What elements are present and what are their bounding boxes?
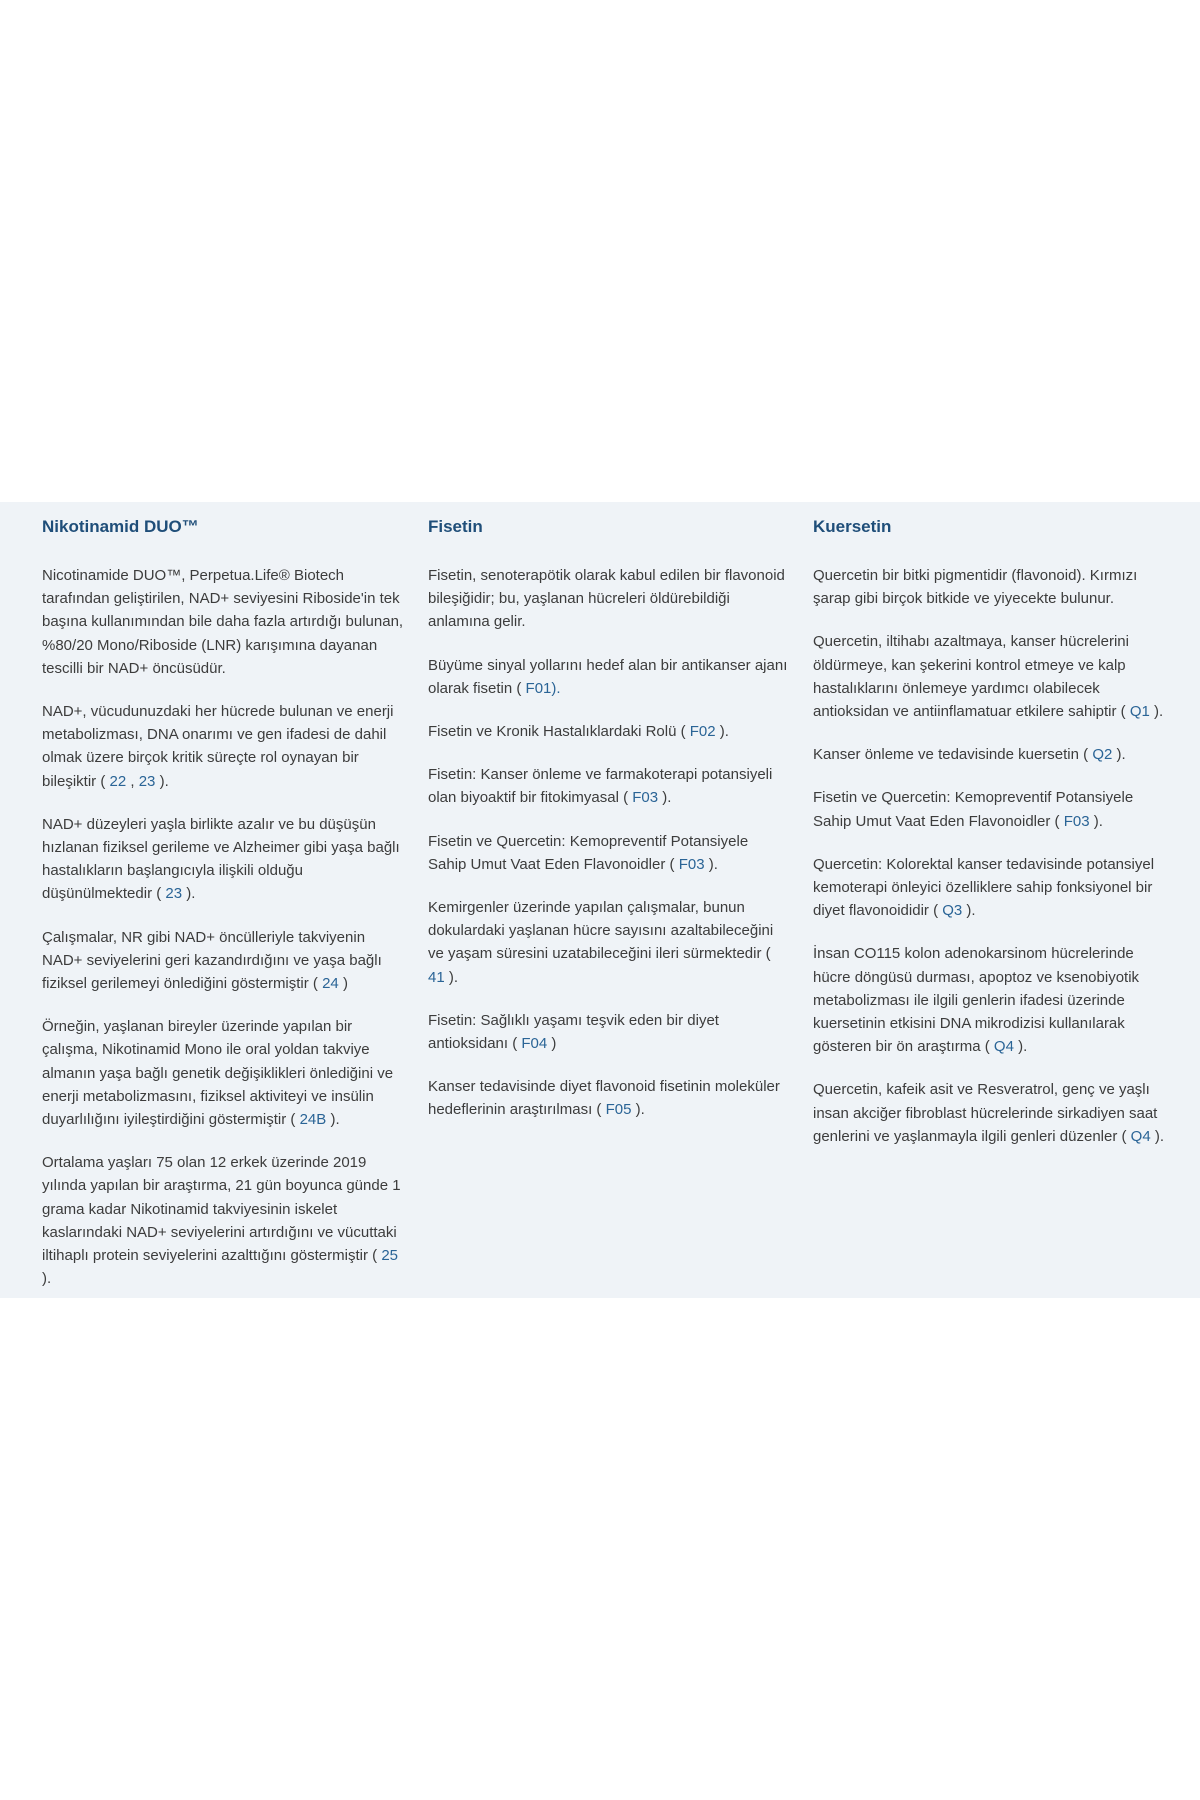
column-title: Kuersetin <box>813 517 892 536</box>
paragraph <box>42 564 404 680</box>
paragraph <box>813 564 1173 610</box>
column-title: Nikotinamid DUO™ <box>42 517 199 536</box>
reference-link[interactable]: F02 <box>689 723 716 741</box>
reference-link[interactable]: F05 <box>605 1101 632 1119</box>
paragraph-text: ) <box>338 975 348 993</box>
reference-link[interactable]: Q1 <box>1129 703 1150 721</box>
paragraph-text: Fisetin: Sağlıklı yaşamı teşvik eden bir diyet antioksidanı ( <box>428 1011 719 1053</box>
reference-link[interactable]: F03 <box>1063 812 1090 830</box>
reference-link[interactable]: Q4 <box>1130 1127 1151 1145</box>
reference-link[interactable]: 41 <box>428 968 445 986</box>
reference-link[interactable]: 23 <box>165 885 183 903</box>
paragraph-text: Kemirgenler üzerinde yapılan çalışmalar, bunun dokulardaki yaşlanan hücre sayısını azaltabileceğini ve yaşam süresini uzatabileceğini ileri sürmektedir ( <box>428 899 774 963</box>
paragraph-text: ) <box>547 1035 557 1053</box>
paragraph-text: ). <box>42 1270 52 1288</box>
reference-link[interactable]: 24B <box>299 1111 327 1129</box>
content-panel <box>0 502 1200 1298</box>
paragraph <box>813 743 1173 766</box>
column-kuersetin <box>813 512 1173 1168</box>
paragraph-text: Fisetin ve Kronik Hastalıklardaki Rolü ( <box>428 723 690 741</box>
column-fisetin <box>428 512 790 1142</box>
paragraph-text: Quercetin, iltihabı azaltmaya, kanser hücrelerini öldürmeye, kan şekerini kontrol etmeye ve kalp hastalıklarını önlemeye yardımcı olabilecek antioksidan ve antiinflamatuar etkilere sahiptir ( <box>813 633 1130 721</box>
reference-link[interactable]: 25 <box>381 1247 398 1265</box>
paragraph <box>428 564 790 634</box>
column-title: Fisetin <box>428 517 483 536</box>
paragraph-text: Kanser önleme ve tedavisinde kuersetin ( <box>813 746 1093 764</box>
paragraph <box>42 926 404 996</box>
reference-link[interactable]: 24 <box>322 975 339 993</box>
paragraph <box>42 700 404 793</box>
reference-link[interactable]: F01). <box>525 679 561 697</box>
paragraph-text: NAD+ düzeyleri yaşla birlikte azalır ve bu düşüşün hızlanan fiziksel gerileme ve Alzheimer gibi yaşa bağlı hastalıkların başlangıcıyla ilişkili olduğu düşünülmektedir ( <box>42 815 400 903</box>
paragraph-text: ). <box>1089 812 1103 830</box>
column-body <box>428 564 790 1122</box>
paragraph-text: İnsan CO115 kolon adenokarsinom hücrelerinde hücre döngüsü durması, apoptoz ve ksenobiyotik metabolizması ile ilgili genlerin ifadesi üzerinde kuersetinin etkisini DNA mikrodizisi kullanılarak gösteren bir ön araştırma ( <box>813 945 1140 1056</box>
paragraph <box>813 1078 1173 1148</box>
paragraph-text: Fisetin, senoterapötik olarak kabul edilen bir flavonoid bileşiğidir; bu, yaşlanan hücreleri öldürebildiği anlamına gelir. <box>428 567 785 631</box>
column-nikotinamid <box>42 512 404 1310</box>
paragraph-text: Çalışmalar, NR gibi NAD+ öncülleriyle takviyenin NAD+ seviyelerini geri kazandırdığını ve yaşa bağlı fiziksel gerilemeyi önlediğini göstermiştir ( <box>42 928 382 993</box>
paragraph <box>428 720 790 743</box>
paragraph-text: ). <box>326 1111 340 1129</box>
reference-link[interactable]: 23 <box>138 772 156 790</box>
paragraph-text: ). <box>658 789 672 807</box>
paragraph-text: Quercetin, kafeik asit ve Resveratrol, genç ve yaşlı insan akciğer fibroblast hücrelerinde sirkadiyen saat genlerini ve yaşlanmayla ilgili genleri düzenler ( <box>813 1081 1158 1145</box>
reference-link[interactable]: F03 <box>632 789 659 807</box>
paragraph <box>42 1015 404 1131</box>
paragraph <box>813 630 1173 723</box>
paragraph-text: Örneğin, yaşlanan bireyler üzerinde yapılan bir çalışma, Nikotinamid Mono ile oral yoldan takviye almanın yaşa bağlı genetik değişiklikleri önlediğini ve enerji metabolizmasını, fiziksel aktiviteyi ve insülin duyarlılığını iyileştirdiğini göstermiştir ( <box>42 1018 394 1129</box>
paragraph-text: NAD+, vücudunuzdaki her hücrede bulunan ve enerji metabolizması, DNA onarımı ve gen ifadesi de dahil olmak üzere birçok kritik süreçte rol oynayan bir bileşiktir ( <box>42 703 394 790</box>
paragraph-text: ). <box>962 902 976 920</box>
paragraph-text: Fisetin ve Quercetin: Kemopreventif Potansiyele Sahip Umut Vaat Eden Flavonoidler ( <box>813 789 1134 830</box>
paragraph <box>428 896 790 989</box>
paragraph <box>428 1009 790 1055</box>
paragraph-text: ). <box>1149 703 1164 721</box>
reference-link[interactable]: F04 <box>521 1035 548 1053</box>
reference-link[interactable]: F03 <box>678 855 705 873</box>
paragraph-text: Nicotinamide DUO™, Perpetua.Life® Biotech tarafından geliştirilen, NAD+ seviyesini Riboside'in tek başına kullanımından bile daha fazla artırdığı bulunan, %80/20 Mono/Riboside (LNR) karışımına dayanan tescilli bir NAD+ öncüsüdür. <box>42 567 404 677</box>
paragraph <box>42 813 404 906</box>
paragraph-text: , <box>126 772 139 790</box>
paragraph <box>813 786 1173 832</box>
reference-link[interactable]: Q2 <box>1092 746 1113 764</box>
paragraph-text: ). <box>444 968 459 986</box>
reference-link[interactable]: 22 <box>109 772 127 790</box>
paragraph-text: ). <box>631 1101 645 1119</box>
paragraph-text: Fisetin: Kanser önleme ve farmakoterapi potansiyeli olan biyoaktif bir fitokimyasal ( <box>428 766 773 807</box>
paragraph <box>428 1075 790 1121</box>
paragraph-text: ). <box>1013 1038 1028 1056</box>
paragraph-text: ). <box>1112 746 1126 764</box>
paragraph <box>813 853 1173 923</box>
paragraph-text: ). <box>1150 1127 1165 1145</box>
paragraph-text: ). <box>704 855 718 873</box>
paragraph-text: Fisetin ve Quercetin: Kemopreventif Potansiyele Sahip Umut Vaat Eden Flavonoidler ( <box>428 832 749 873</box>
paragraph-text: Quercetin: Kolorektal kanser tedavisinde potansiyel kemoterapi önleyici özelliklere sahip fonksiyonel bir diyet flavonoididir ( <box>813 855 1155 920</box>
paragraph <box>428 830 790 876</box>
paragraph <box>813 942 1173 1058</box>
paragraph-text: Büyüme sinyal yollarını hedef alan bir antikanser ajanı olarak fisetin ( <box>428 656 788 697</box>
paragraph-text: Quercetin bir bitki pigmentidir (flavonoid). Kırmızı şarap gibi birçok bitkide ve yiyecekte bulunur. <box>813 567 1138 608</box>
column-body <box>813 564 1173 1148</box>
paragraph-text: ). <box>715 723 729 741</box>
paragraph-text: ). <box>155 772 169 790</box>
column-body <box>42 564 404 1290</box>
paragraph-text: Ortalama yaşları 75 olan 12 erkek üzerinde 2019 yılında yapılan bir araştırma, 21 gün boyunca günde 1 grama kadar Nikotinamid takviyesinin iskelet kaslarındaki NAD+ seviyelerini artırdığını ve vücuttaki iltihaplı protein seviyelerini azalttığını göstermiştir ( <box>42 1154 401 1265</box>
reference-link[interactable]: Q4 <box>993 1038 1014 1056</box>
paragraph-text: Kanser tedavisinde diyet flavonoid fisetinin moleküler hedeflerinin araştırılması ( <box>428 1078 780 1119</box>
reference-link[interactable]: Q3 <box>942 902 963 920</box>
paragraph <box>428 654 790 700</box>
paragraph <box>428 763 790 809</box>
paragraph-text: ). <box>182 885 196 903</box>
paragraph <box>42 1151 404 1290</box>
